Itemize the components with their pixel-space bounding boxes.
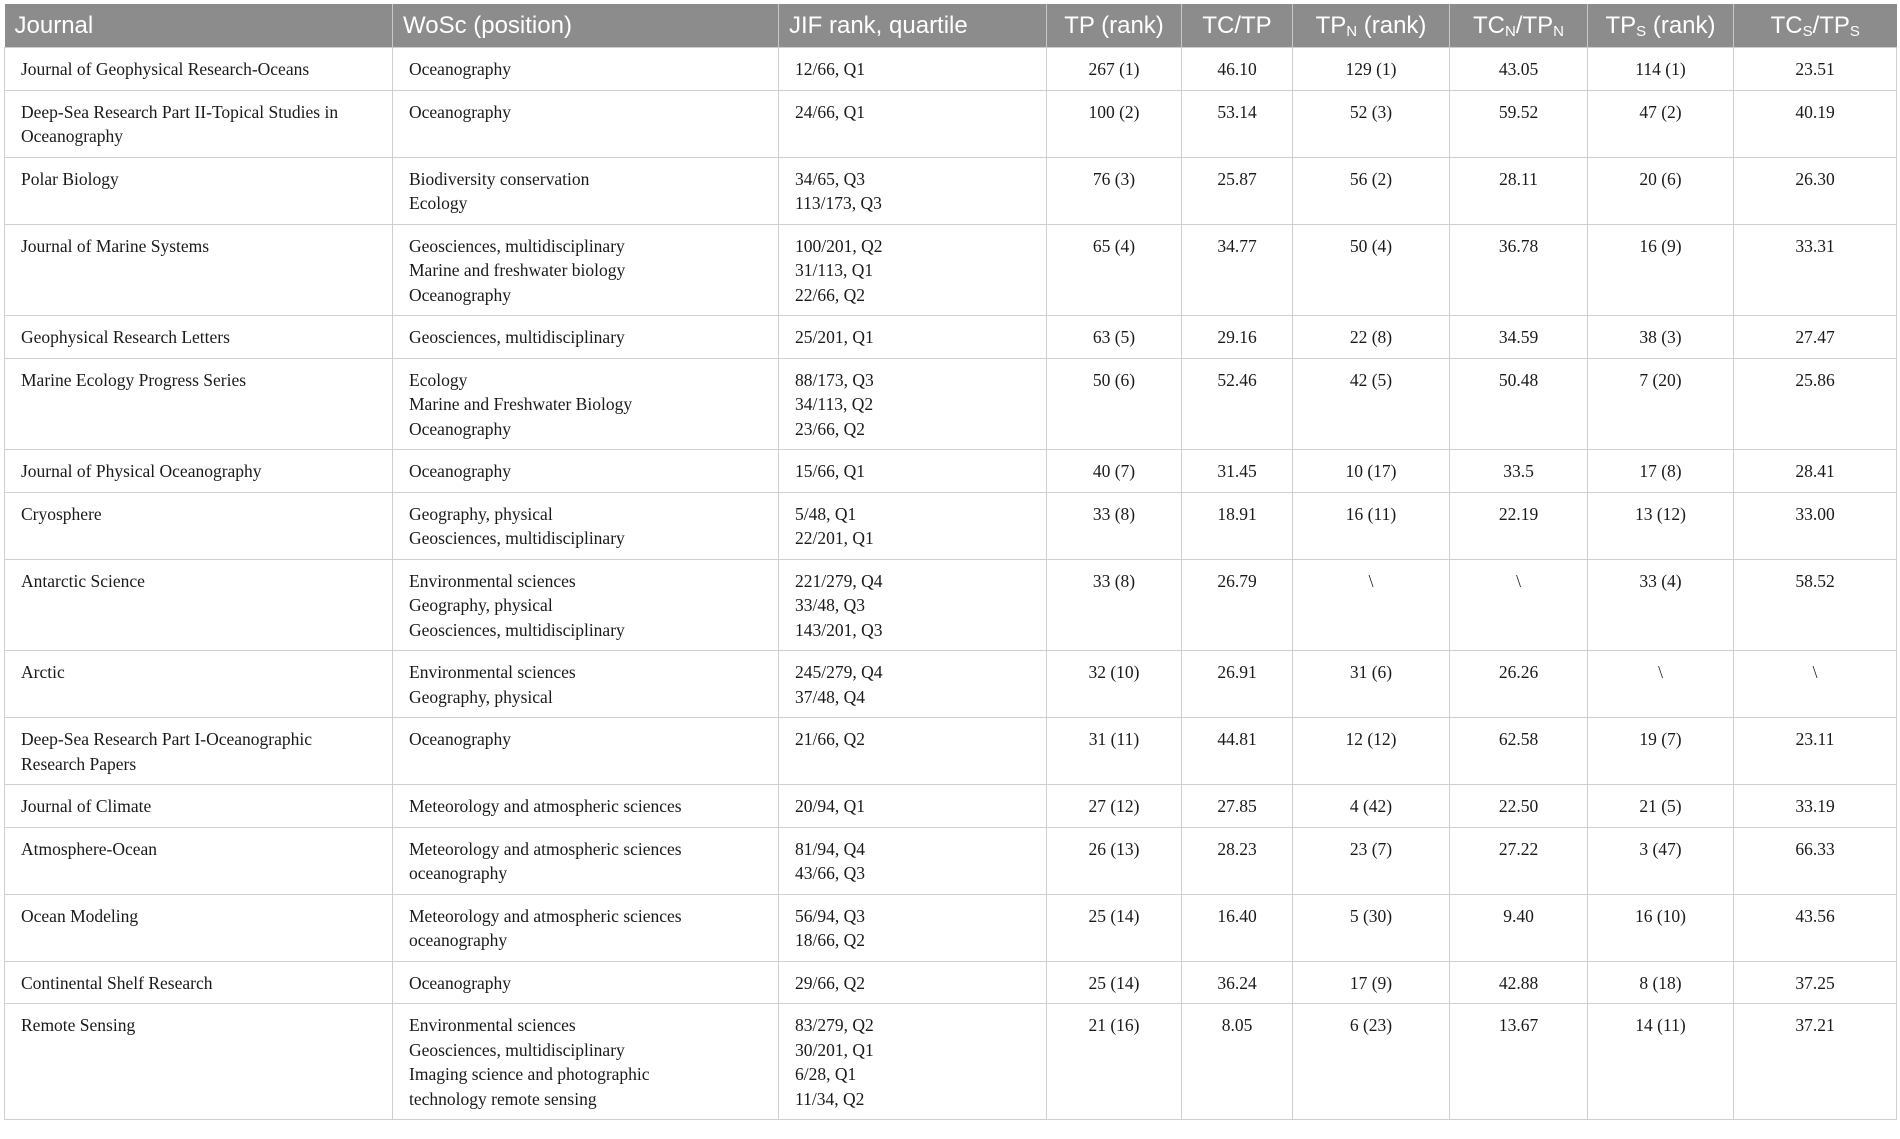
cell-jif-line: 24/66, Q1 xyxy=(795,101,865,122)
cell-wosc-line: Geography, physical xyxy=(409,595,553,615)
cell-tp: 267 (1) xyxy=(1047,48,1182,91)
cell-wosc-line: Geography, physical xyxy=(409,686,553,707)
cell-tp: 76 (3) xyxy=(1047,157,1182,224)
cell-tpn: 56 (2) xyxy=(1293,157,1450,224)
cell-jif xyxy=(779,48,1047,91)
cell-tps: 14 (11) xyxy=(1588,1004,1734,1120)
cell-wosc-line: Geosciences, multidisciplinary xyxy=(409,235,625,256)
cell-wosc xyxy=(393,316,779,359)
cell-tps: 3 (47) xyxy=(1588,827,1734,894)
cell-tcs-tps: 33.31 xyxy=(1734,224,1897,316)
table-body xyxy=(5,48,1897,1120)
cell-wosc-line: Ecology xyxy=(409,193,468,213)
cell-tpn: 10 (17) xyxy=(1293,450,1450,493)
cell-tps: 20 (6) xyxy=(1588,157,1734,224)
cell-jif-line: 25/201, Q1 xyxy=(795,327,874,347)
cell-wosc-line: Oceanography xyxy=(409,972,512,993)
cell-journal xyxy=(5,450,393,493)
cell-tpn: 23 (7) xyxy=(1293,827,1450,894)
cell-tp: 33 (8) xyxy=(1047,492,1182,559)
cell-tcs-tps: 66.33 xyxy=(1734,827,1897,894)
cell-tpn: 6 (23) xyxy=(1293,1004,1450,1120)
header-tctp: TC/TP xyxy=(1182,4,1293,48)
cell-journal xyxy=(5,358,393,450)
cell-tctp: 34.77 xyxy=(1182,224,1293,316)
cell-tcn-tpn: 22.50 xyxy=(1450,785,1588,828)
cell-jif-line: 5/48, Q1 xyxy=(795,503,857,524)
cell-journal xyxy=(5,1004,393,1120)
cell-tcn-tpn: 50.48 xyxy=(1450,358,1588,450)
cell-journal-line: Journal of Geophysical Research-Oceans xyxy=(21,59,310,79)
cell-tp: 25 (14) xyxy=(1047,961,1182,1004)
cell-tctp: 8.05 xyxy=(1182,1004,1293,1120)
cell-tctp: 26.91 xyxy=(1182,651,1293,718)
cell-wosc xyxy=(393,559,779,651)
cell-journal-line: Marine Ecology Progress Series xyxy=(21,369,247,390)
header-tps: $TP_S$ (rank) xyxy=(1588,4,1734,48)
cell-tp: 27 (12) xyxy=(1047,785,1182,828)
cell-jif-line: 221/279, Q4 xyxy=(795,570,883,591)
cell-jif-line: 6/28, Q1 xyxy=(795,1064,857,1084)
cell-wosc-line: Geosciences, multidisciplinary xyxy=(409,327,625,347)
cell-tps: 16 (10) xyxy=(1588,894,1734,961)
cell-tcs-tps: 28.41 xyxy=(1734,450,1897,493)
cell-journal-line: Atmosphere-Ocean xyxy=(21,838,158,859)
table-row xyxy=(5,651,1897,718)
cell-jif-line: 245/279, Q4 xyxy=(795,662,883,682)
cell-tp: 26 (13) xyxy=(1047,827,1182,894)
cell-wosc-line: Environmental sciences xyxy=(409,1015,576,1035)
cell-tcs-tps: 27.47 xyxy=(1734,316,1897,359)
cell-wosc-line: oceanography xyxy=(409,930,508,950)
cell-tcs-tps: 40.19 xyxy=(1734,90,1897,157)
cell-wosc xyxy=(393,718,779,785)
cell-jif-line: 15/66, Q1 xyxy=(795,461,865,481)
cell-tps: 114 (1) xyxy=(1588,48,1734,91)
cell-tpn: 5 (30) xyxy=(1293,894,1450,961)
journal-table-container xyxy=(4,4,1896,1120)
cell-tp: 100 (2) xyxy=(1047,90,1182,157)
cell-wosc-line: Oceanography xyxy=(409,418,512,439)
cell-jif xyxy=(779,492,1047,559)
cell-tpn: 22 (8) xyxy=(1293,316,1450,359)
cell-wosc-line: Oceanography xyxy=(409,101,512,122)
cell-journal xyxy=(5,224,393,316)
table-row xyxy=(5,961,1897,1004)
cell-wosc xyxy=(393,894,779,961)
header-tcs-tps: $TC_S/TP_S$ xyxy=(1734,4,1897,48)
cell-jif-line: 12/66, Q1 xyxy=(795,59,865,79)
cell-journal-line: Geophysical Research Letters xyxy=(21,327,230,347)
cell-jif xyxy=(779,90,1047,157)
header-tpn: $TP_N$ (rank) xyxy=(1293,4,1450,48)
table-row xyxy=(5,450,1897,493)
cell-wosc-line: Marine and Freshwater Biology xyxy=(409,394,633,414)
table-row xyxy=(5,718,1897,785)
cell-tcs-tps: 43.56 xyxy=(1734,894,1897,961)
cell-tcn-tpn: 33.5 xyxy=(1450,450,1588,493)
cell-wosc-line: technology remote sensing xyxy=(409,1088,597,1109)
cell-journal-line: Arctic xyxy=(21,662,65,682)
cell-jif xyxy=(779,224,1047,316)
table-row xyxy=(5,157,1897,224)
cell-journal-line: Polar Biology xyxy=(21,168,119,189)
cell-jif xyxy=(779,718,1047,785)
cell-journal-line: Continental Shelf Research xyxy=(21,972,213,993)
cell-jif-line: 30/201, Q1 xyxy=(795,1039,874,1060)
cell-tctp: 53.14 xyxy=(1182,90,1293,157)
cell-tcn-tpn: 59.52 xyxy=(1450,90,1588,157)
cell-tp: 21 (16) xyxy=(1047,1004,1182,1120)
cell-tctp: 31.45 xyxy=(1182,450,1293,493)
cell-tp: 33 (8) xyxy=(1047,559,1182,651)
cell-tcn-tpn: 26.26 xyxy=(1450,651,1588,718)
cell-journal xyxy=(5,894,393,961)
cell-jif-line: 21/66, Q2 xyxy=(795,729,865,749)
cell-wosc-line: Oceanography xyxy=(409,284,512,305)
cell-journal xyxy=(5,90,393,157)
cell-tcn-tpn: \ xyxy=(1450,559,1588,651)
cell-jif-line: 22/66, Q2 xyxy=(795,284,865,305)
header-tp: TP (rank) xyxy=(1047,4,1182,48)
cell-tps: 19 (7) xyxy=(1588,718,1734,785)
cell-jif xyxy=(779,1004,1047,1120)
cell-jif-line: 18/66, Q2 xyxy=(795,930,865,950)
cell-jif xyxy=(779,785,1047,828)
cell-tcs-tps: 23.11 xyxy=(1734,718,1897,785)
cell-tpn: 42 (5) xyxy=(1293,358,1450,450)
cell-jif xyxy=(779,450,1047,493)
cell-tcs-tps: \ xyxy=(1734,651,1897,718)
table-row xyxy=(5,894,1897,961)
cell-wosc-line: Geography, physical xyxy=(409,503,553,524)
cell-jif xyxy=(779,651,1047,718)
cell-journal-line: Oceanography xyxy=(21,126,124,146)
table-row xyxy=(5,559,1897,651)
cell-journal xyxy=(5,961,393,1004)
cell-tps: 16 (9) xyxy=(1588,224,1734,316)
cell-jif xyxy=(779,358,1047,450)
cell-wosc xyxy=(393,1004,779,1120)
cell-journal-line: Ocean Modeling xyxy=(21,905,139,926)
cell-jif-line: 88/173, Q3 xyxy=(795,369,874,390)
header-jif: JIF rank, quartile xyxy=(779,4,1047,48)
cell-wosc-line: Geosciences, multidisciplinary xyxy=(409,619,625,640)
cell-wosc-line: Meteorology and atmospheric sciences xyxy=(409,838,682,859)
cell-jif-line: 33/48, Q3 xyxy=(795,595,865,615)
cell-wosc-line: oceanography xyxy=(409,863,508,883)
cell-wosc-line: Oceanography xyxy=(409,59,512,79)
table-row xyxy=(5,316,1897,359)
cell-tpn: \ xyxy=(1293,559,1450,651)
cell-journal xyxy=(5,651,393,718)
cell-wosc xyxy=(393,651,779,718)
cell-wosc-line: Imaging science and photographic xyxy=(409,1064,650,1084)
cell-tps: 13 (12) xyxy=(1588,492,1734,559)
cell-tcs-tps: 33.00 xyxy=(1734,492,1897,559)
cell-jif xyxy=(779,827,1047,894)
cell-wosc xyxy=(393,961,779,1004)
journal-table xyxy=(4,4,1897,1120)
table-row xyxy=(5,1004,1897,1120)
header-row xyxy=(5,4,1897,48)
table-row xyxy=(5,90,1897,157)
cell-tcs-tps: 37.25 xyxy=(1734,961,1897,1004)
cell-jif-line: 29/66, Q2 xyxy=(795,972,865,993)
cell-journal xyxy=(5,316,393,359)
header-journal: Journal xyxy=(5,4,393,48)
cell-wosc-line: Environmental sciences xyxy=(409,662,576,682)
cell-tctp: 44.81 xyxy=(1182,718,1293,785)
header-wosc: WoSc (position) xyxy=(393,4,779,48)
cell-wosc-line: Meteorology and atmospheric sciences xyxy=(409,796,682,816)
cell-tps: 38 (3) xyxy=(1588,316,1734,359)
cell-tpn: 16 (11) xyxy=(1293,492,1450,559)
cell-journal-line: Journal of Marine Systems xyxy=(21,235,210,256)
table-row xyxy=(5,492,1897,559)
cell-journal xyxy=(5,827,393,894)
cell-wosc-line: Meteorology and atmospheric sciences xyxy=(409,905,682,926)
cell-wosc-line: Ecology xyxy=(409,369,468,390)
cell-tps: 33 (4) xyxy=(1588,559,1734,651)
cell-tp: 25 (14) xyxy=(1047,894,1182,961)
cell-tp: 32 (10) xyxy=(1047,651,1182,718)
cell-wosc-line: Geosciences, multidisciplinary xyxy=(409,1039,625,1060)
cell-wosc-line: Oceanography xyxy=(409,729,512,749)
cell-tps: 21 (5) xyxy=(1588,785,1734,828)
table-row xyxy=(5,358,1897,450)
cell-tcn-tpn: 9.40 xyxy=(1450,894,1588,961)
cell-tps: 7 (20) xyxy=(1588,358,1734,450)
cell-jif-line: 83/279, Q2 xyxy=(795,1015,874,1035)
cell-tctp: 36.24 xyxy=(1182,961,1293,1004)
cell-tcs-tps: 23.51 xyxy=(1734,48,1897,91)
cell-tcs-tps: 37.21 xyxy=(1734,1004,1897,1120)
cell-jif-line: 11/34, Q2 xyxy=(795,1088,865,1109)
cell-wosc-line: Biodiversity conservation xyxy=(409,168,590,189)
cell-journal xyxy=(5,559,393,651)
cell-jif xyxy=(779,157,1047,224)
cell-tcn-tpn: 36.78 xyxy=(1450,224,1588,316)
cell-tcs-tps: 26.30 xyxy=(1734,157,1897,224)
cell-jif-line: 31/113, Q1 xyxy=(795,260,874,280)
cell-tpn: 17 (9) xyxy=(1293,961,1450,1004)
cell-wosc xyxy=(393,358,779,450)
cell-tp: 31 (11) xyxy=(1047,718,1182,785)
table-row xyxy=(5,224,1897,316)
cell-tp: 65 (4) xyxy=(1047,224,1182,316)
cell-tps: \ xyxy=(1588,651,1734,718)
cell-tp: 40 (7) xyxy=(1047,450,1182,493)
cell-jif xyxy=(779,961,1047,1004)
cell-jif-line: 22/201, Q1 xyxy=(795,528,874,548)
cell-tctp: 18.91 xyxy=(1182,492,1293,559)
cell-wosc xyxy=(393,827,779,894)
cell-tps: 8 (18) xyxy=(1588,961,1734,1004)
cell-tctp: 46.10 xyxy=(1182,48,1293,91)
cell-jif-line: 100/201, Q2 xyxy=(795,235,883,256)
cell-tctp: 28.23 xyxy=(1182,827,1293,894)
cell-wosc xyxy=(393,785,779,828)
cell-tcn-tpn: 13.67 xyxy=(1450,1004,1588,1120)
header-tcn-tpn: $TC_N/TP_N$ xyxy=(1450,4,1588,48)
cell-tcs-tps: 58.52 xyxy=(1734,559,1897,651)
cell-tctp: 29.16 xyxy=(1182,316,1293,359)
table-row xyxy=(5,785,1897,828)
cell-wosc xyxy=(393,90,779,157)
cell-tpn: 50 (4) xyxy=(1293,224,1450,316)
cell-jif-line: 43/66, Q3 xyxy=(795,863,865,883)
cell-wosc-line: Marine and freshwater biology xyxy=(409,260,626,280)
cell-journal-line: Research Papers xyxy=(21,753,137,774)
cell-jif-line: 37/48, Q4 xyxy=(795,686,865,707)
cell-jif xyxy=(779,559,1047,651)
cell-journal xyxy=(5,157,393,224)
cell-tcs-tps: 33.19 xyxy=(1734,785,1897,828)
cell-jif xyxy=(779,894,1047,961)
cell-tcn-tpn: 27.22 xyxy=(1450,827,1588,894)
cell-wosc xyxy=(393,48,779,91)
cell-tpn: 31 (6) xyxy=(1293,651,1450,718)
cell-journal-line: Deep-Sea Research Part II-Topical Studies in xyxy=(21,101,339,122)
cell-journal xyxy=(5,785,393,828)
cell-wosc xyxy=(393,450,779,493)
cell-tcn-tpn: 28.11 xyxy=(1450,157,1588,224)
cell-jif-line: 20/94, Q1 xyxy=(795,796,865,816)
cell-jif-line: 34/113, Q2 xyxy=(795,394,874,414)
cell-wosc xyxy=(393,492,779,559)
cell-tcs-tps: 25.86 xyxy=(1734,358,1897,450)
cell-journal-line: Cryosphere xyxy=(21,503,102,524)
cell-wosc-line: Geosciences, multidisciplinary xyxy=(409,528,625,548)
cell-tcn-tpn: 43.05 xyxy=(1450,48,1588,91)
table-row xyxy=(5,48,1897,91)
cell-journal-line: Journal of Climate xyxy=(21,796,152,816)
cell-tcn-tpn: 34.59 xyxy=(1450,316,1588,359)
cell-tctp: 25.87 xyxy=(1182,157,1293,224)
cell-tctp: 52.46 xyxy=(1182,358,1293,450)
cell-jif-line: 81/94, Q4 xyxy=(795,838,865,859)
cell-tcn-tpn: 42.88 xyxy=(1450,961,1588,1004)
cell-journal-line: Journal of Physical Oceanography xyxy=(21,461,262,481)
cell-jif xyxy=(779,316,1047,359)
cell-journal-line: Antarctic Science xyxy=(21,570,145,591)
cell-tctp: 27.85 xyxy=(1182,785,1293,828)
cell-tcn-tpn: 22.19 xyxy=(1450,492,1588,559)
cell-tcn-tpn: 62.58 xyxy=(1450,718,1588,785)
cell-jif-line: 23/66, Q2 xyxy=(795,418,865,439)
cell-tps: 47 (2) xyxy=(1588,90,1734,157)
cell-jif-line: 143/201, Q3 xyxy=(795,619,883,640)
cell-journal xyxy=(5,492,393,559)
cell-tpn: 52 (3) xyxy=(1293,90,1450,157)
cell-jif-line: 34/65, Q3 xyxy=(795,168,865,189)
cell-journal-line: Deep-Sea Research Part I-Oceanographic xyxy=(21,729,313,749)
cell-tctp: 16.40 xyxy=(1182,894,1293,961)
cell-wosc xyxy=(393,157,779,224)
cell-jif-line: 113/173, Q3 xyxy=(795,193,882,213)
cell-journal-line: Remote Sensing xyxy=(21,1015,136,1035)
cell-tpn: 4 (42) xyxy=(1293,785,1450,828)
cell-tp: 50 (6) xyxy=(1047,358,1182,450)
cell-tp: 63 (5) xyxy=(1047,316,1182,359)
cell-tpn: 129 (1) xyxy=(1293,48,1450,91)
cell-tpn: 12 (12) xyxy=(1293,718,1450,785)
cell-wosc-line: Environmental sciences xyxy=(409,570,576,591)
cell-tctp: 26.79 xyxy=(1182,559,1293,651)
cell-jif-line: 56/94, Q3 xyxy=(795,905,865,926)
cell-wosc xyxy=(393,224,779,316)
cell-journal xyxy=(5,718,393,785)
cell-wosc-line: Oceanography xyxy=(409,461,512,481)
table-row xyxy=(5,827,1897,894)
cell-tps: 17 (8) xyxy=(1588,450,1734,493)
cell-journal xyxy=(5,48,393,91)
